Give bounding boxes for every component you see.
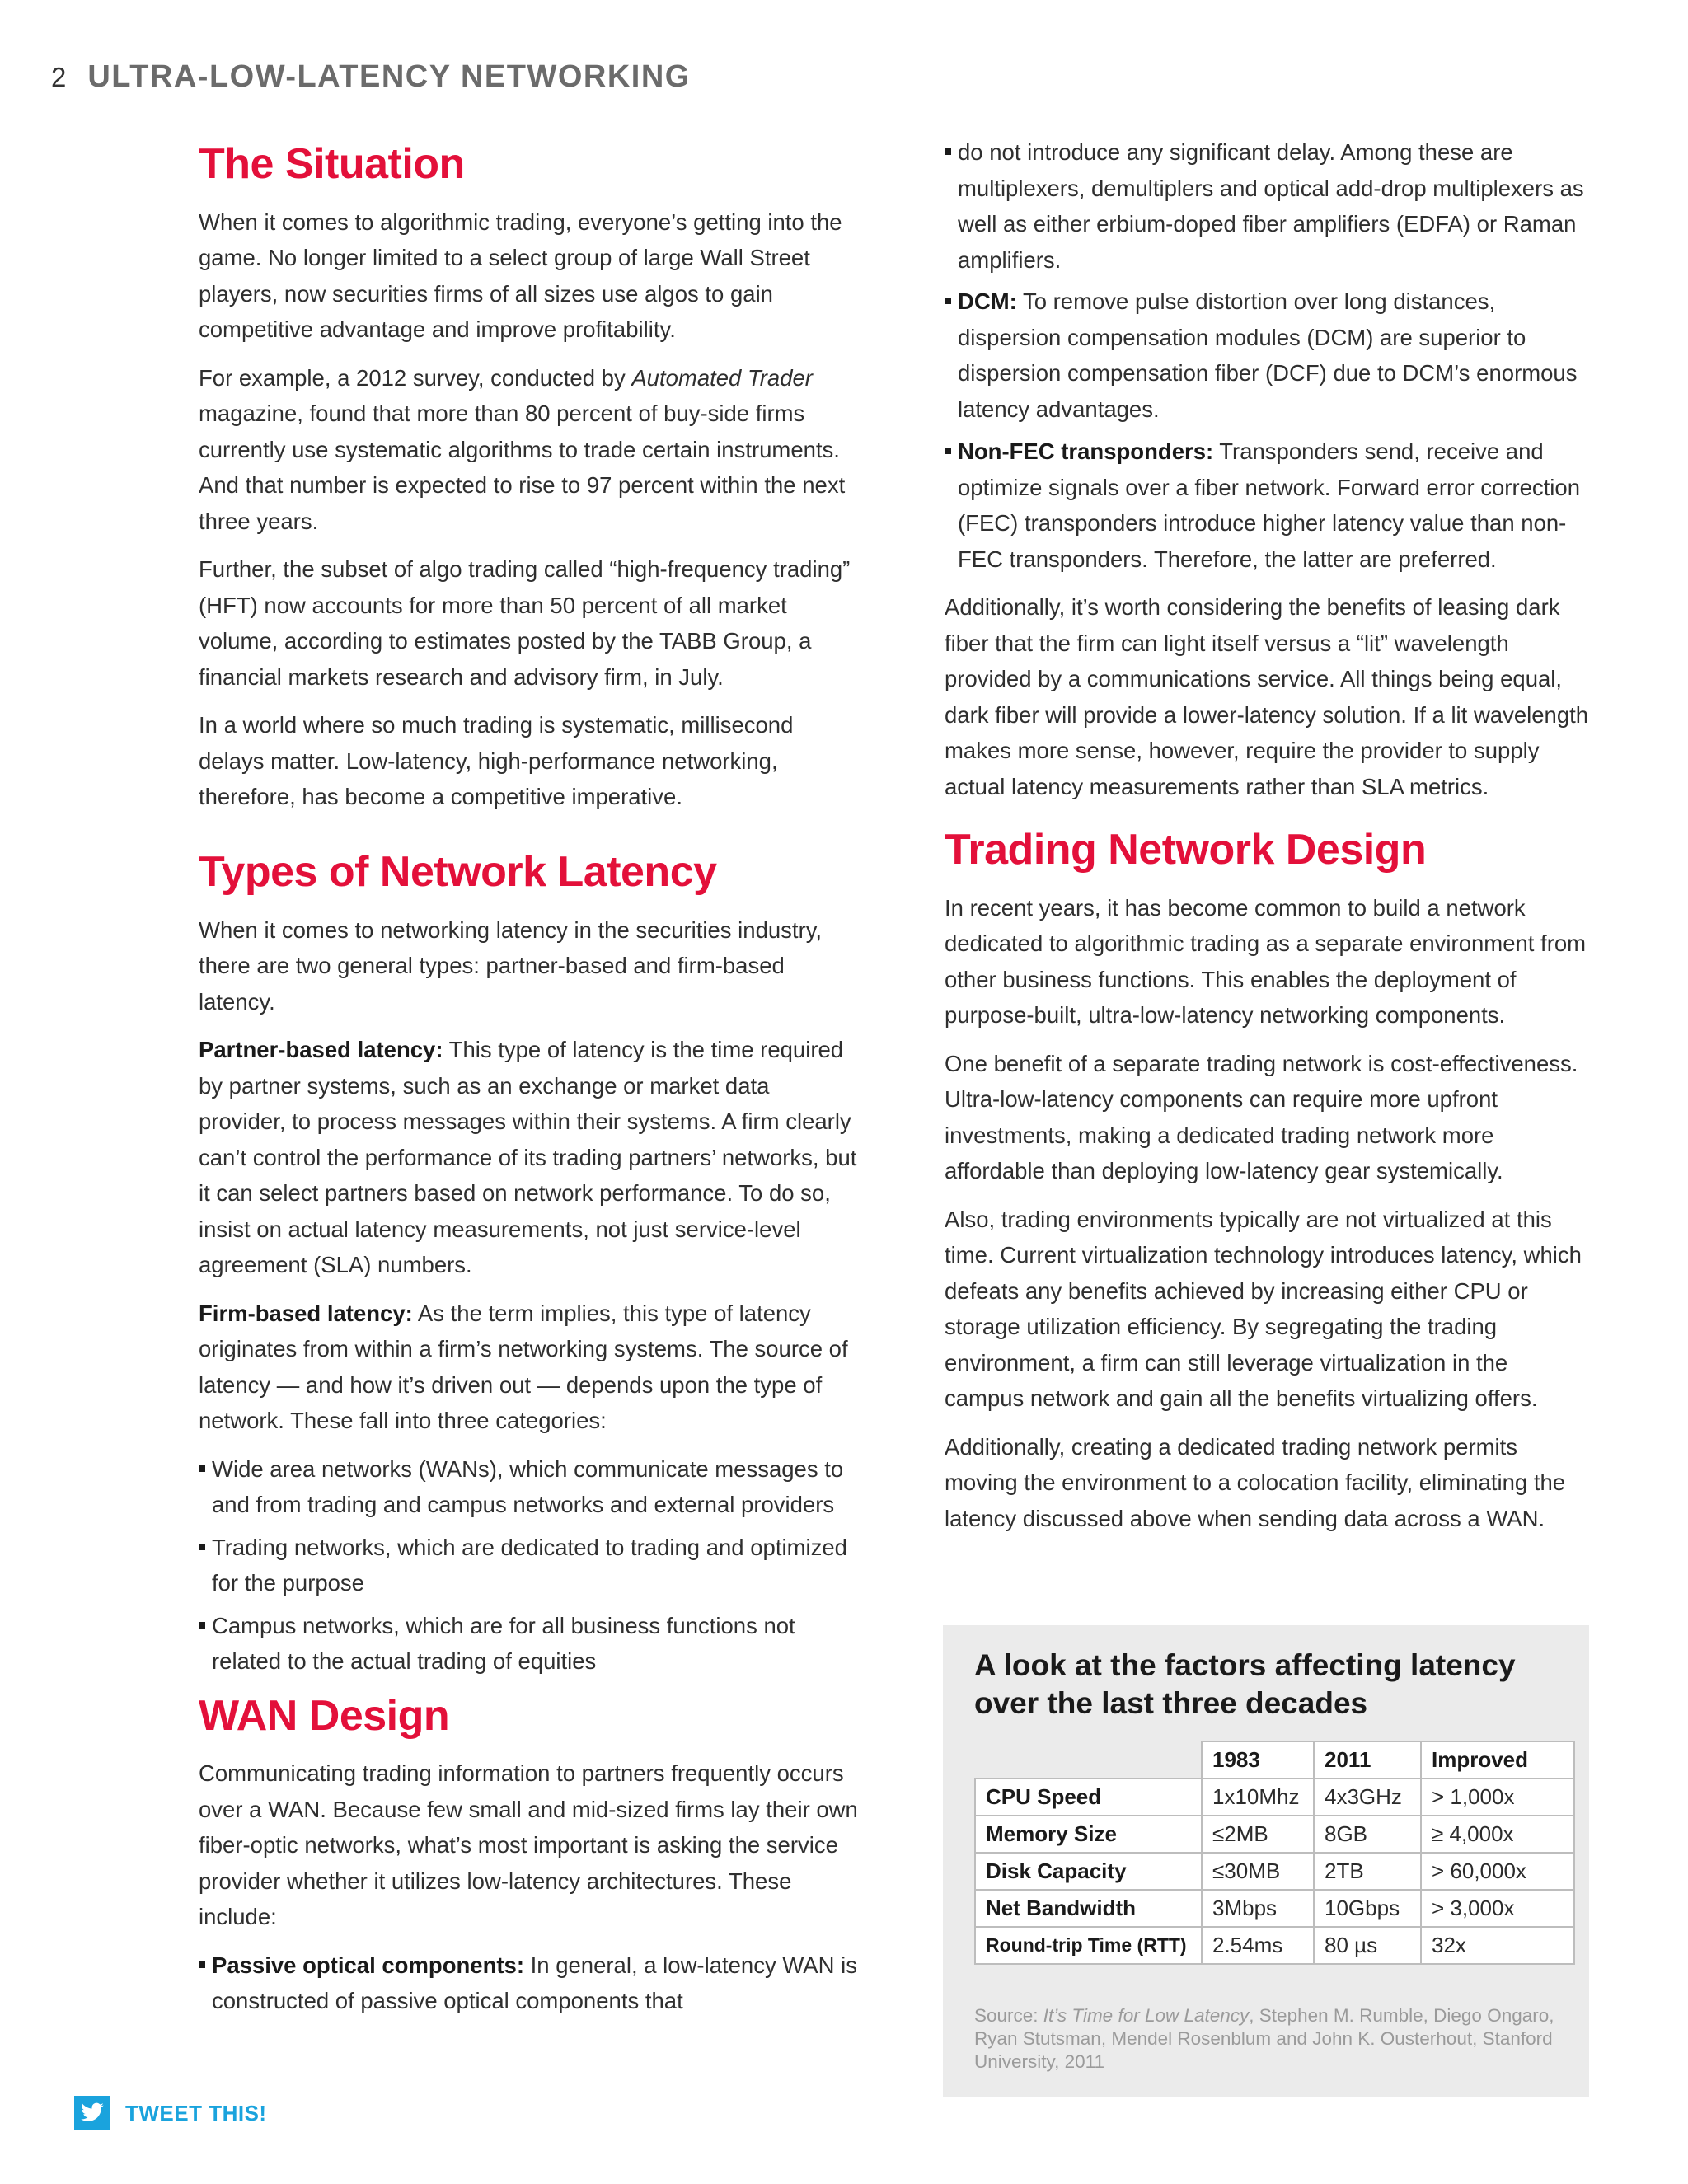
row-label: Round-trip Time (RTT) — [975, 1927, 1202, 1964]
cell-2011: 80 µs — [1314, 1927, 1421, 1964]
source-title: It’s Time for Low Latency — [1043, 2005, 1250, 2026]
cell-1983: 1x10Mhz — [1202, 1779, 1314, 1816]
heading-the-situation: The Situation — [199, 140, 465, 188]
table-row — [975, 1816, 1574, 1853]
tweet-this-link[interactable] — [74, 2096, 267, 2130]
types-paragraph-1: When it comes to networking latency in the securities industry, there are two general types: partner-based and firm-based latency. — [199, 916, 823, 1015]
wan-paragraph-1: Communicating trading information to partners frequently occurs over a WAN. Because few small and mid-sized firms lay their own fiber-optic networks, what’s most important is asking the service provider whether it utilizes low-latency architectures. These include: — [199, 1760, 858, 1930]
cell-1983: ≤30MB — [1202, 1853, 1314, 1890]
list-item: Non-FEC transponders: Transponders send, receive and optimize signals over a fiber network. Forward error correction (FEC) transponders introduce higher latency value than non-FEC transponders. Therefore, the latter are preferred. — [945, 434, 1591, 577]
partner-based-paragraph: Partner-based latency: This type of latency is the time required by partner systems, such as an exchange or market data provider, to process messages within their systems. A firm clearly can’t control the performance of its trading partners’ networks, but it can select partners based on network performance. To do so, insist on actual latency measurements, not just service-level agreement (SLA) numbers. — [199, 1037, 857, 1278]
cell-1983: 3Mbps — [1202, 1890, 1314, 1927]
table-header-row — [975, 1741, 1574, 1779]
cell-2011: 4x3GHz — [1314, 1779, 1421, 1816]
cell-improved: > 3,000x — [1421, 1890, 1574, 1927]
design-paragraph-2: One benefit of a separate trading network is cost-effectiveness. Ultra-low-latency components can require more upfront investments, making a dedicated trading network more affordable than deploying low-latency gear systemically. — [945, 1050, 1578, 1184]
cell-improved: ≥ 4,000x — [1421, 1816, 1574, 1853]
heading-wan-design: WAN Design — [199, 1691, 450, 1740]
sidebar-title: A look at the factors affecting latency over the last three decades — [974, 1648, 1516, 1720]
partner-based-label: Partner-based latency: — [199, 1037, 443, 1063]
row-label: CPU Speed — [975, 1779, 1202, 1816]
cell-2011: 10Gbps — [1314, 1890, 1421, 1927]
left-column — [199, 140, 858, 2032]
heading-types-of-network-latency: Types of Network Latency — [199, 847, 717, 896]
wan-components-list-start — [199, 1947, 858, 2019]
row-label: Memory Size — [975, 1816, 1202, 1853]
list-item: Campus networks, which are for all business functions not related to the actual trading of equities — [199, 1608, 858, 1680]
heading-trading-network-design: Trading Network Design — [945, 826, 1427, 874]
list-item-continued: do not introduce any significant delay. Among these are multiplexers, demultiplers and optical add-drop multiplexers as well as either erbium-doped fiber amplifiers (EDFA) or Raman amplifiers. — [945, 134, 1591, 278]
network-categories-list — [199, 1451, 858, 1680]
passive-optical-label: Passive optical components: — [212, 1952, 524, 1978]
table-row — [975, 1890, 1574, 1927]
row-label: Disk Capacity — [975, 1853, 1202, 1890]
table-row — [975, 1853, 1574, 1890]
list-item: Passive optical components: In general, a low-latency WAN is constructed of passive optical components that — [199, 1947, 858, 2019]
firm-based-paragraph: Firm-based latency: As the term implies, this type of latency originates from within a firm’s networking systems. The source of latency — and how it’s driven out — depends upon the type of network. These fall into three categories: — [199, 1300, 848, 1434]
situation-paragraph-2: For example, a 2012 survey, conducted by Automated Trader magazine, found that more than 80 percent of buy-side firms currently use systematic algorithms to trade certain instruments. And that number is expected to rise to 97 percent within the next three years. — [199, 364, 846, 534]
cell-1983: ≤2MB — [1202, 1816, 1314, 1853]
firm-based-label: Firm-based latency: — [199, 1300, 413, 1326]
list-item: Trading networks, which are dedicated to trading and optimized for the purpose — [199, 1530, 858, 1601]
latency-factors-table — [974, 1741, 1575, 1965]
design-paragraph-3: Also, trading environments typically are not virtualized at this time. Current virtualization technology introduces latency, which defeats any benefits achieved by increasing either CPU or storage utilization efficiency. By segregating the trading environment, a firm can still leverage virtualization in the campus network and gain all the benefits virtualizing offers. — [945, 1206, 1582, 1412]
tweet-this-label[interactable]: TWEET THIS! — [125, 2100, 267, 2125]
dcm-label: DCM: — [958, 288, 1017, 314]
running-title: ULTRA-LOW-LATENCY NETWORKING — [87, 59, 691, 94]
design-paragraph-4: Additionally, creating a dedicated trading network permits moving the environment to a colocation facility, eliminating the latency discussed above when sending data across a WAN. — [945, 1433, 1566, 1531]
wan-components-list-continued — [945, 134, 1591, 278]
situation-paragraph-4: In a world where so much trading is systematic, millisecond delays matter. Low-latency, high-performance networking, therefore, has become a competitive imperative. — [199, 712, 794, 810]
cell-2011: 2TB — [1314, 1853, 1421, 1890]
list-item: DCM: To remove pulse distortion over long distances, dispersion compensation modules (DCM) are superior to dispersion compensation fiber (DCF) due to DCM’s enormous latency advantages. — [945, 284, 1591, 427]
column-header-1983: 1983 — [1202, 1741, 1314, 1779]
source-citation: Source: It’s Time for Low Latency, Stephen M. Rumble, Diego Ongaro, Ryan Stutsman, Mendel Rosenblum and John K. Ousterhout, Stanford University, 2011 — [974, 2005, 1554, 2072]
table-row — [975, 1779, 1574, 1816]
latency-factors-sidebar — [943, 1625, 1589, 2097]
non-fec-label: Non-FEC transponders: — [958, 438, 1214, 464]
table-corner — [975, 1741, 1202, 1779]
page-number: 2 — [51, 62, 67, 92]
list-item: Wide area networks (WANs), which communicate messages to and from trading and campus networks and external providers — [199, 1451, 858, 1523]
cell-2011: 8GB — [1314, 1816, 1421, 1853]
wan-components-list — [945, 284, 1591, 577]
cell-improved: > 1,000x — [1421, 1779, 1574, 1816]
column-header-2011: 2011 — [1314, 1741, 1421, 1779]
column-header-improved: Improved — [1421, 1741, 1574, 1779]
table-row — [975, 1927, 1574, 1964]
cell-improved: > 60,000x — [1421, 1853, 1574, 1890]
cell-improved: 32x — [1421, 1927, 1574, 1964]
twitter-bird-icon[interactable] — [74, 2096, 110, 2130]
row-label: Net Bandwidth — [975, 1890, 1202, 1927]
design-paragraph-1: In recent years, it has become common to build a network dedicated to algorithmic trading as a separate environment from other business functions. This enables the deployment of purpose-built, ultra-low-latency networking components. — [945, 894, 1587, 1029]
publication-name: Automated Trader — [631, 364, 813, 391]
dark-fiber-paragraph: Additionally, it’s worth considering the benefits of leasing dark fiber that the firm can light itself versus a “lit” wavelength provided by a communications service. All things being equal, dark fiber will provide a lower-latency solution. If a lit wavelength makes more sense, however, require the provider to supply actual latency measurements rather than SLA metrics. — [945, 594, 1589, 799]
situation-paragraph-3: Further, the subset of algo trading called “high-frequency trading” (HFT) now accounts for more than 50 percent of all market volume, according to estimates posted by the TABB Group, a financial markets research and advisory firm, in July. — [199, 556, 851, 690]
right-column — [945, 140, 1591, 1549]
cell-1983: 2.54ms — [1202, 1927, 1314, 1964]
situation-paragraph-1: When it comes to algorithmic trading, everyone’s getting into the game. No longer limited to a select group of large Wall Street players, now securities firms of all sizes use algos to gain competitive advantage and improve profitability. — [199, 209, 842, 343]
page-header — [51, 59, 691, 101]
